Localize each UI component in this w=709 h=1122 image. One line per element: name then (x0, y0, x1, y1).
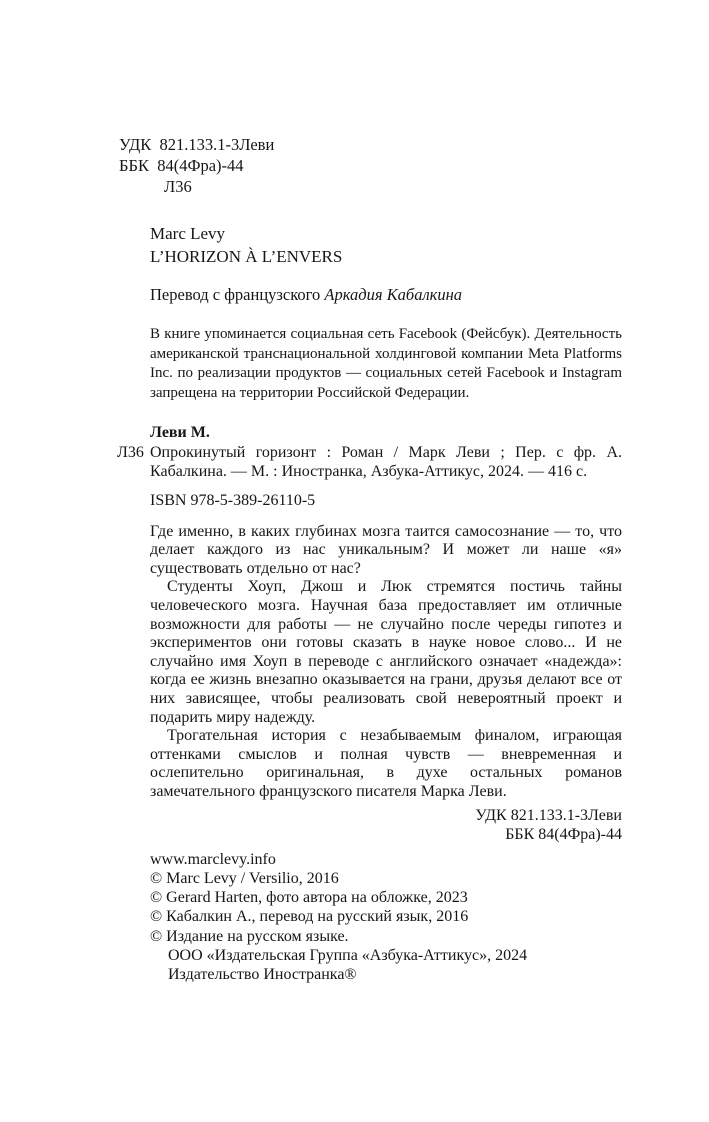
udk-bottom: УДК 821.133.1-3Леви (475, 806, 622, 824)
catalog-entry-row (117, 444, 622, 482)
bbk-bottom: ББК 84(4Фра)-44 (505, 825, 622, 843)
udk-top: УДК 821.133.1-3Леви (119, 135, 275, 154)
classification-bottom-block (150, 806, 622, 844)
isbn: ISBN 978-5-389-26110-5 (150, 491, 316, 509)
translation-prefix: Перевод с французского (150, 285, 325, 304)
copyright-line: © Marc Levy / Versilio, 2016 (150, 869, 339, 887)
annotation-block (150, 523, 622, 802)
catalog-author-heading: Леви М. (150, 424, 210, 441)
translator-name: Аркадия Кабалкина (324, 285, 463, 304)
catalog-entry-block (117, 423, 622, 510)
publisher-line: ООО «Издательская Группа «Азбука-Аттикус», 2024 (168, 946, 528, 964)
title-block (150, 222, 622, 268)
annotation-paragraph: Студенты Хоуп, Джош и Люк стремятся постичь тайны человеческого мозга. Научная база предоставляет им отличные возможности для работы — не случайно после череды гипотез и экспериментов они готовы сказать в науке новое слово... И не случайно имя Хоуп в переводе с английского означает «надежда»: когда ее жизнь внезапно оказывается на грани, друзья делают все от них зависящее, чтобы реализовать свой невероятный проект и подарить миру надежду. (150, 578, 622, 726)
catalog-entry-text: Опрокинутый горизонт : Роман / Марк Леви ; Пер. с фр. А. Кабалкина. — М. : Иностранка, Азбука-Аттикус, 2024. — 416 с. (150, 444, 622, 480)
copyright-line: © Gerard Harten, фото автора на обложке, 2023 (150, 889, 468, 907)
translation-line (150, 284, 622, 305)
original-title: L’HORIZON À L’ENVERS (150, 247, 343, 266)
copyright-line: © Издание на русском языке. (150, 927, 349, 945)
author-website: www.marclevy.info (150, 850, 276, 868)
publisher-line: Издательство Иностранка® (168, 966, 357, 984)
copyright-line: © Кабалкин А., перевод на русский язык, 2016 (150, 908, 469, 926)
legal-disclaimer: В книге упоминается социальная сеть Facebook (Фейсбук). Деятельность американской транснациональной холдинговой компании Meta Platforms Inc. по реализации продуктов — социальных сетей Facebook и Instagram запрещена на территории Российской Федерации. (150, 326, 622, 401)
annotation-paragraph: Трогательная история с незабываемым финалом, играющая оттенками смыслов и полная чувств — вневременная и ослепительно оригинальная, в духе остальных романов замечательного французского писателя Марка Леви. (150, 727, 622, 800)
bbk-top: ББК 84(4Фра)-44 (119, 156, 244, 175)
credits-block (150, 850, 622, 985)
annotation-paragraph: Где именно, в каких глубинах мозга таится самосознание — то, что делает каждого из нас уникальным? И может ли наше «я» существовать отдельно от нас? (150, 522, 622, 577)
classification-top-block (119, 134, 622, 197)
author-name: Marc Levy (150, 224, 226, 243)
book-code-margin: Л36 (117, 444, 144, 461)
book-code-top: Л36 (164, 177, 192, 196)
